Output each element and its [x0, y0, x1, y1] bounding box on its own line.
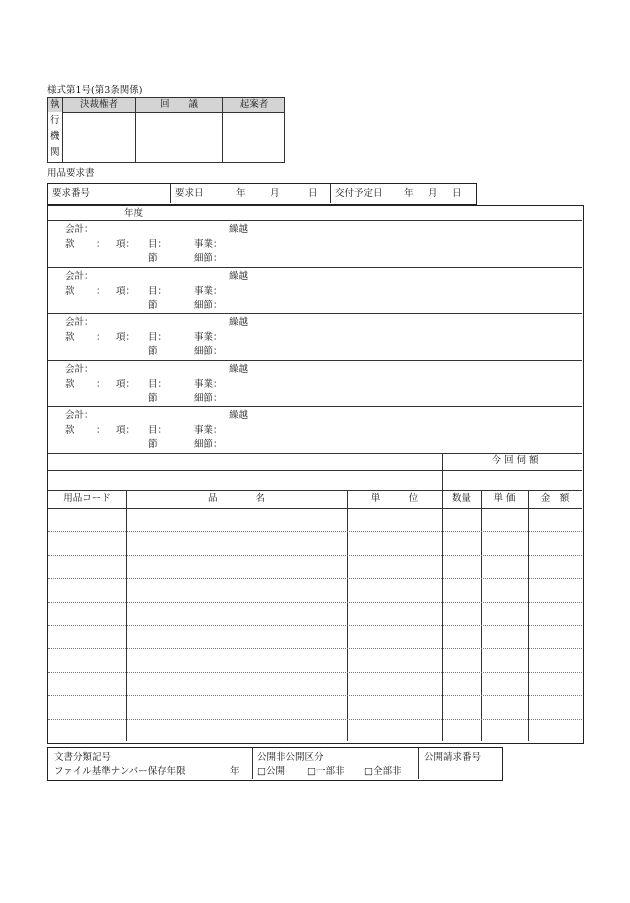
budget-kan-label: 款: [65, 332, 75, 343]
budget-kan-colon: ：: [96, 239, 106, 250]
file-retention-label: ファイル基準ナンバー保存年限: [54, 766, 186, 777]
delivery-date-year: 年: [404, 188, 414, 199]
disclosure-option-partial[interactable]: □一部非: [307, 766, 345, 777]
table-row[interactable]: [48, 695, 582, 696]
budget-setsu-label: 節: [148, 253, 158, 264]
disclosure-option-public[interactable]: □公開: [257, 766, 285, 777]
request-date-month: 月: [270, 188, 280, 199]
budget-kou-label: 項：: [116, 378, 136, 390]
budget-kan-colon: ：: [96, 285, 106, 297]
request-date-label: 要求日: [175, 188, 204, 199]
budget-kou-label: 項：: [116, 285, 136, 297]
budget-kurikoshi-label: 繰越: [229, 317, 249, 328]
items-header-2: 単 位: [370, 493, 419, 504]
budget-saisetsu-label: 細節：: [194, 299, 223, 311]
budget-kou-label: 項：: [116, 425, 136, 436]
approval-vertical-3: 機: [50, 131, 60, 142]
budget-kan-colon: ：: [96, 378, 106, 390]
budget-moku-label: 目：: [148, 378, 168, 390]
budget-section: [48, 268, 582, 315]
budget-kou-label: 項：: [116, 332, 136, 343]
budget-saisetsu-label: 細節：: [194, 439, 223, 450]
table-row[interactable]: [48, 719, 582, 720]
budget-saisetsu-label: 細節：: [194, 392, 223, 404]
request-row: [47, 183, 477, 205]
budget-section: [48, 407, 582, 454]
items-header-3: 数量: [451, 493, 471, 504]
approval-header-circulation: 回 議: [159, 99, 198, 110]
budget-kurikoshi-label: 繰越: [229, 224, 249, 235]
delivery-date-label: 交付予定日: [335, 188, 383, 199]
table-row[interactable]: [48, 648, 582, 649]
footer-box: [47, 747, 503, 781]
approval-vertical-1: 執: [50, 99, 60, 110]
table-row[interactable]: [48, 625, 582, 626]
budget-kaikei-label: 会計：: [65, 410, 94, 421]
budget-section: [48, 361, 582, 408]
disclosure-label: 公開非公開区分: [257, 752, 324, 763]
items-header-5: 金 額: [540, 493, 570, 504]
approval-vertical-2: 行: [50, 115, 60, 126]
request-date-year: 年: [236, 188, 246, 199]
current-amount-label: 今 回 伺 額: [491, 455, 539, 466]
budget-jigyou-label: 事業：: [194, 378, 223, 390]
budget-kaikei-label: 会計：: [65, 224, 94, 235]
document-title: 用品要求書: [47, 168, 95, 179]
budget-setsu-label: 節: [148, 299, 158, 311]
approval-vertical-4: 関: [50, 147, 60, 158]
approval-box: [47, 97, 285, 163]
table-row[interactable]: [48, 602, 582, 603]
items-header-4: 単 価: [493, 493, 516, 504]
budget-kaikei-label: 会計：: [65, 317, 94, 328]
budget-kurikoshi-label: 繰越: [229, 410, 249, 421]
budget-kaikei-label: 会計：: [65, 270, 94, 282]
budget-kan-label: 款: [65, 285, 75, 297]
retention-year-label: 年: [230, 766, 240, 777]
fiscal-year-label: 年度: [124, 208, 144, 219]
budget-kurikoshi-label: 繰越: [229, 270, 249, 282]
items-header-1: 品 名: [207, 493, 265, 504]
approval-header-decider: 決裁権者: [79, 99, 118, 110]
budget-setsu-label: 節: [148, 392, 158, 404]
approval-header-drafter: 起案者: [239, 99, 269, 110]
budget-saisetsu-label: 細節：: [194, 346, 223, 357]
request-date-day: 日: [308, 188, 318, 199]
form-label: 様式第1号(第3条関係): [47, 85, 143, 96]
delivery-date-day: 日: [452, 188, 462, 199]
table-row[interactable]: [48, 555, 582, 556]
budget-kan-label: 款: [65, 239, 75, 250]
table-row[interactable]: [48, 578, 582, 579]
budget-setsu-label: 節: [148, 346, 158, 357]
budget-jigyou-label: 事業：: [194, 425, 223, 436]
budget-kan-label: 款: [65, 378, 75, 390]
budget-jigyou-label: 事業：: [194, 285, 223, 297]
budget-kan-colon: ：: [96, 425, 106, 436]
budget-moku-label: 目：: [148, 425, 168, 436]
budget-jigyou-label: 事業：: [194, 239, 223, 250]
budget-kurikoshi-label: 繰越: [229, 363, 249, 375]
budget-kou-label: 項：: [116, 239, 136, 250]
budget-kan-colon: ：: [96, 332, 106, 343]
items-header-0: 用品コード: [63, 493, 111, 504]
budget-kaikei-label: 会計：: [65, 363, 94, 375]
table-row[interactable]: [48, 672, 582, 673]
budget-section: [48, 221, 582, 268]
budget-kan-label: 款: [65, 425, 75, 436]
budget-moku-label: 目：: [148, 239, 168, 250]
budget-moku-label: 目：: [148, 332, 168, 343]
disclosure-request-number-label: 公開請求番号: [424, 752, 482, 763]
budget-jigyou-label: 事業：: [194, 332, 223, 343]
budget-moku-label: 目：: [148, 285, 168, 297]
table-row[interactable]: [48, 531, 582, 532]
delivery-date-month: 月: [428, 188, 438, 199]
budget-setsu-label: 節: [148, 439, 158, 450]
disclosure-option-full[interactable]: □全部非: [364, 766, 402, 777]
request-number-label: 要求番号: [52, 188, 91, 199]
main-form: [47, 205, 584, 744]
classification-label: 文書分類記号: [54, 752, 112, 763]
budget-section: [48, 314, 582, 361]
budget-saisetsu-label: 細節：: [194, 253, 223, 264]
